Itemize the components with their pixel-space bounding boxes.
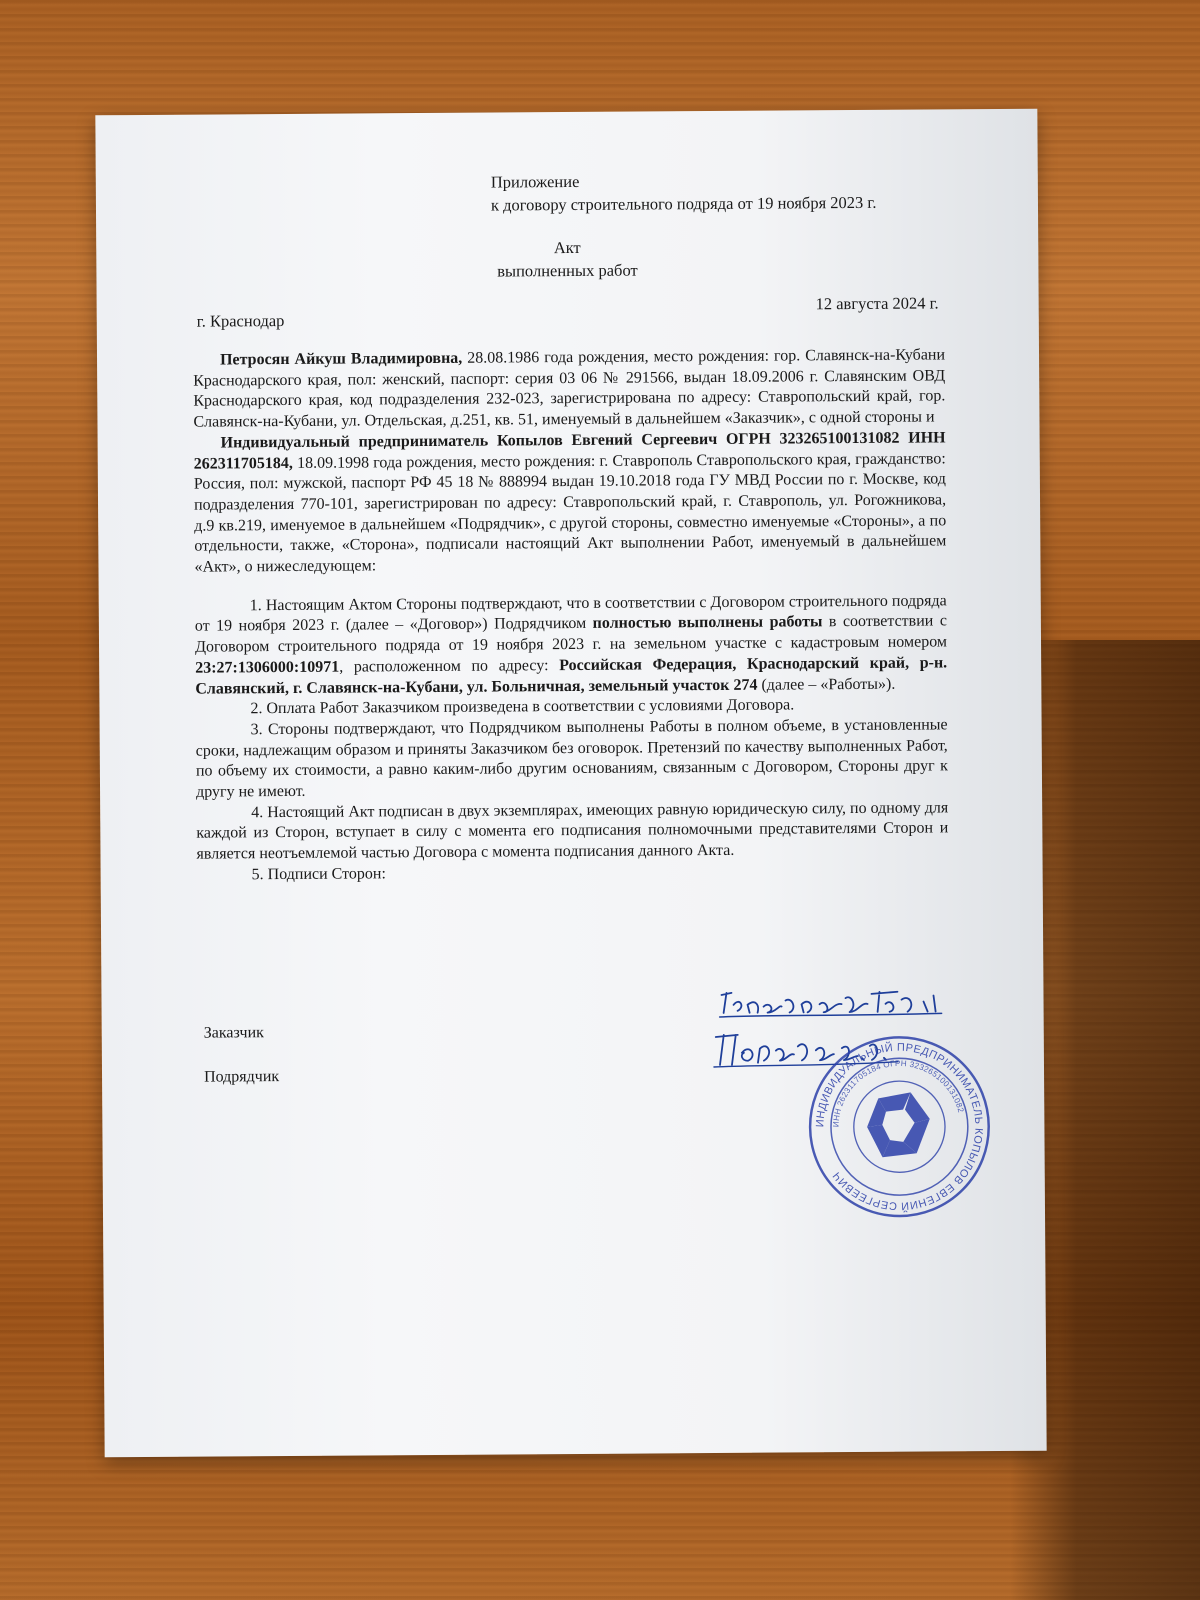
customer-signature [701,981,961,1027]
clause-5: 5. Подписи Сторон: [251,865,386,884]
contractor-details: 18.09.1998 года рождения, место рождения: г. Ставрополь Ставропольского края, гражданство: Россия, пол: мужской, паспорт РФ 45 18 № 888994 выдан 19.10.2018 года ГУ МВД России по г. Москве, код подразделения 770-101, зарегистрирован по адресу: Ставропольский край, г. Ставрополь, ул. Рогожникова, д.9 кв.219, именуемое в дальнейшем «Подрядчик», с другой стороны, совместно именуемые «Стороны», а по отдельности, также, «Сторона», подписали настоящий Акт выполнении Работ, именуемый в дальнейшем «Акт», о нижеследующем: [193,449,947,576]
contractor-label: Подрядчик [203,1068,280,1086]
appendix-line-2: к договору строительного подряда от 19 ноября 2023 г. [490,192,877,215]
contractor-paragraph [194,428,947,578]
customer-name: Петросян Айкуш Владимировна, [219,349,463,369]
document-subtitle: выполненных работ [497,260,638,281]
clause-4: 4. Настоящий Акт подписан в двух экземплярах, имеющих равную юридическую силу, по одному для каждой из Сторон, вступает в силу с момента его подписания полномочными представителями Сторон и является неотъемлемой частью Договора с момента подписания данного Акта. [196,799,949,863]
cadastral-number: 23:27:1306000:10971 [195,658,340,677]
contractor-name: Индивидуальный предприниматель Копылов Евгений Сергеевич ОГРН 323265100131082 ИНН 262311705184, [193,429,946,473]
land-plot-address: Российская Федерация, Краснодарский край, р-н. Славянский, г. Славянск-на-Кубани, ул. Больничная, земельный участок 274 [195,654,948,698]
appendix-header [491,168,877,217]
stamp-inner-text: ИНН 262311705184 ОГРН 323265100131082 [831,1058,966,1128]
clause-1-text-e: , расположенном по адресу: [339,656,560,676]
stamp-emblem [867,1092,930,1157]
place-of-signing: г. Краснодар [196,310,285,331]
customer-label: Заказчик [203,1024,264,1042]
document-body [193,345,949,886]
stamp-outer-text: ИНДИВИДУАЛЬНЫЙ ПРЕДПРИНИМАТЕЛЬ КОПЫЛОВ ЕВГЕНИЙ СЕРГЕЕВИЧ [814,1041,985,1212]
appendix-line-1: Приложение [490,171,580,192]
clause-1 [195,591,948,700]
company-stamp [804,1031,995,1222]
clause-3: 3. Стороны подтверждают, что Подрядчиком выполнены Работы в полном объеме, в установленные сроки, надлежащим образом и приняты Заказчиком без оговорок. Претензий по качеству выполненных Работ, по объему их стоимости, а равно каким-либо другим основаниям, связанным с Договором, Стороны друг к другу не имеют. [195,716,948,801]
document-date: 12 августа 2024 г. [815,293,939,314]
clause-1-works-done: полностью выполнены работы [592,613,823,633]
document-title: Акт [553,237,581,258]
document-sheet [95,109,1046,1458]
clause-1-text-g: (далее – «Работы»). [757,675,896,694]
clause-1-text-c: в соответствии с Договором строительного подряда от 19 ноября 2023 г. на земельном участке с кадастровым номером [194,612,948,656]
customer-details: 28.08.1986 года рождения, место рождения: гор. Славянск-на-Кубани Краснодарского края, пол: женский, паспорт: серия 03 06 № 291566, выдан 18.09.2006 г. Славянским ОВД Краснодарского края, код подразделения 232-023, зарегистрирована по адресу: Ставропольский край, гор. Славянск-на-Кубани, ул. Отдельская, д.251, кв. 51, именуемый в дальнейшем «Заказчик», с одной стороны и [193,346,946,431]
clause-2: 2. Оплата Работ Заказчиком произведена в соответствии с условиями Договора. [250,696,795,718]
customer-paragraph [193,345,946,433]
clause-1-text-a: 1. Настоящим Актом Стороны подтверждают, что в соответствии с Договором строительного подряда от 19 ноября 2023 г. (далее – «Договор») Подрядчиком [194,592,947,636]
